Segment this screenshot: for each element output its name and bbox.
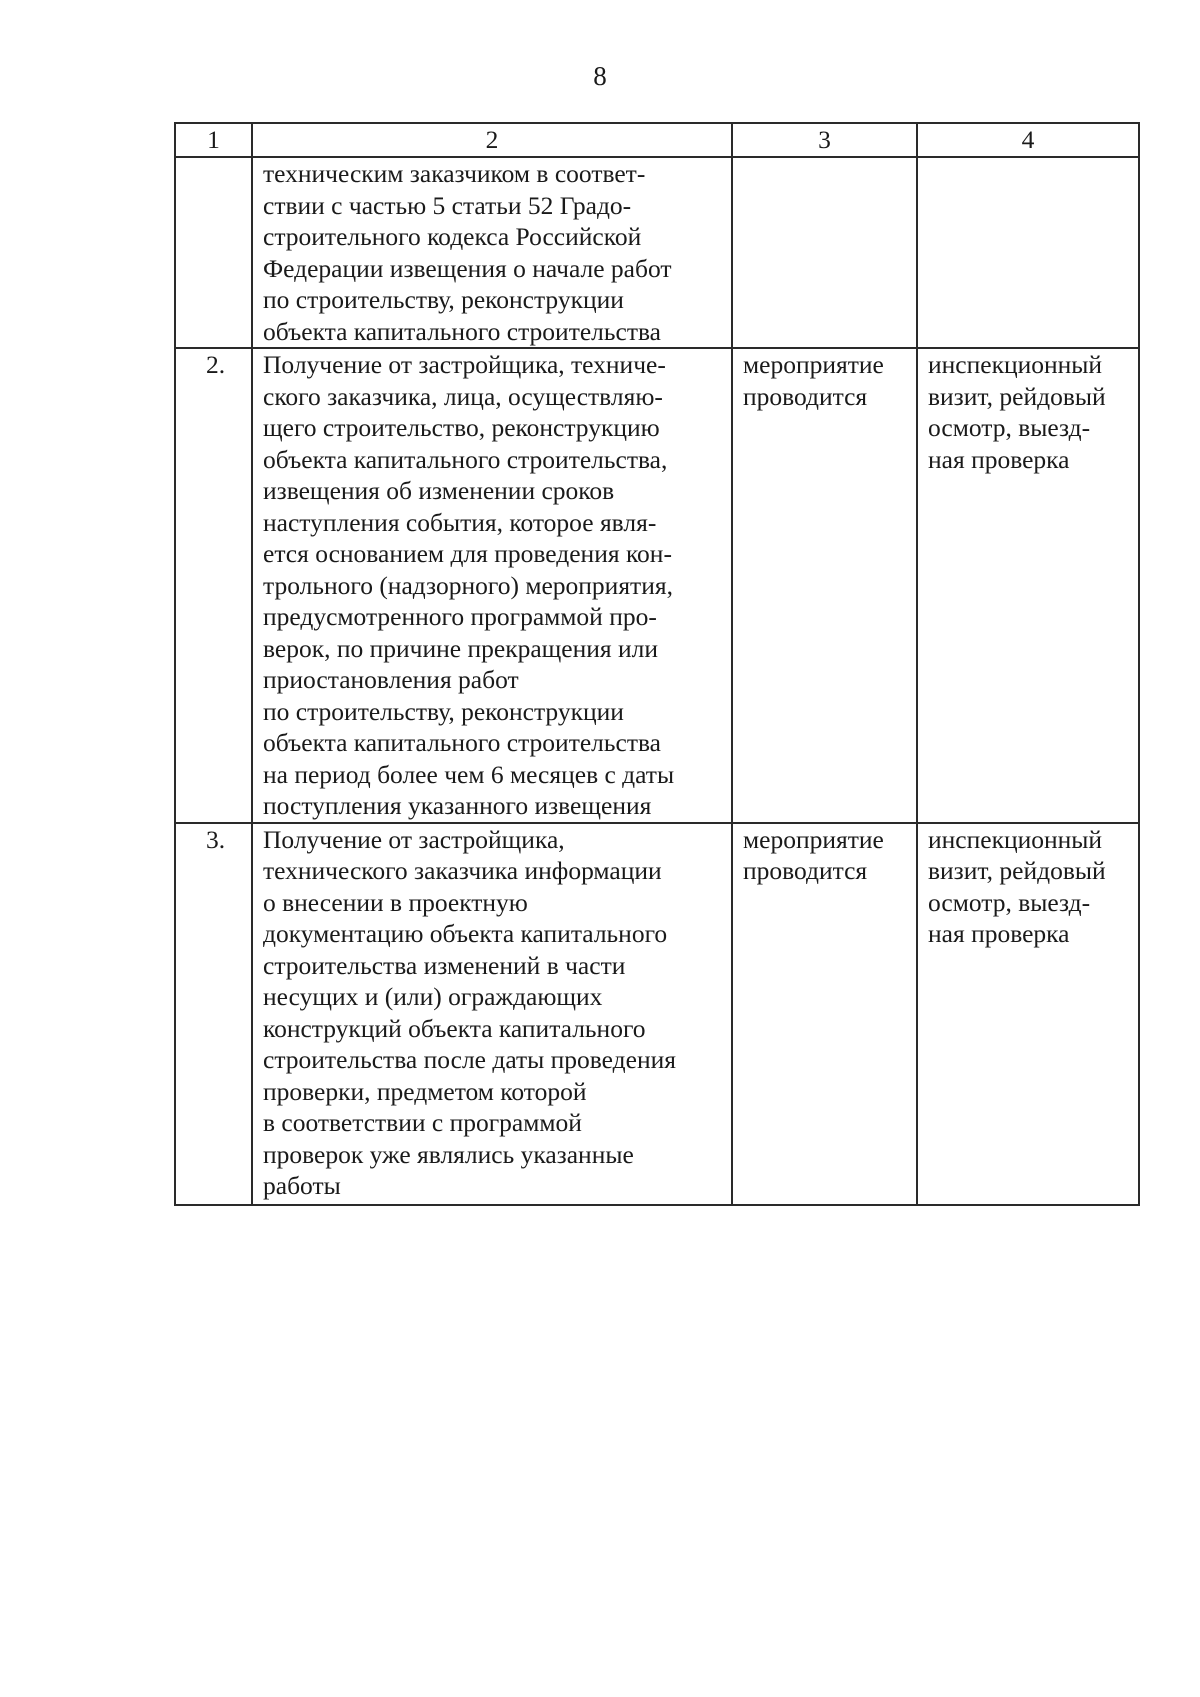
row-measure: мероприятие проводится <box>732 823 917 1205</box>
table-row <box>175 823 1139 1205</box>
column-header: 3 <box>732 123 917 157</box>
row-control-type: инспекционный визит, рейдовый осмотр, выезд- ная проверка <box>917 823 1139 1205</box>
column-header: 2 <box>252 123 732 157</box>
row-control-type: инспекционный визит, рейдовый осмотр, выезд- ная проверка <box>917 348 1139 823</box>
row-number <box>175 157 252 348</box>
table-header-row <box>175 123 1139 157</box>
column-header: 1 <box>175 123 252 157</box>
row-number: 3. <box>175 823 252 1205</box>
row-description: Получение от застройщика, техниче- ского заказчика, лица, осуществляю- щего строительство, реконструкцию объекта капитального строительства, извещения об изменении сроков наступления события, которое явля- ется основанием для проведения кон- трольного (надзорного) мероприятия, предусмотренного программой про- верок, по причине прекращения или приостановления работ по строительству, реконструкции объекта капитального строительства на период более чем 6 месяцев с даты поступления указанного извещения <box>252 348 732 823</box>
row-control-type <box>917 157 1139 348</box>
row-description: техническим заказчиком в соответ- ствии с частью 5 статьи 52 Градо- строительного кодекса Российской Федерации извещения о начале работ по строительству, реконструкции объекта капитального строительства <box>252 157 732 348</box>
row-number: 2. <box>175 348 252 823</box>
row-description: Получение от застройщика, технического заказчика информации о внесении в проектную документацию объекта капитального строительства изменений в части несущих и (или) ограждающих конструкций объекта капитального строительства после даты проведения проверки, предметом которой в соответствии с программой проверок уже являлись указанные работы <box>252 823 732 1205</box>
table-row <box>175 157 1139 348</box>
row-measure: мероприятие проводится <box>732 348 917 823</box>
document-table <box>174 122 1140 1206</box>
row-measure <box>732 157 917 348</box>
table-row <box>175 348 1139 823</box>
column-header: 4 <box>917 123 1139 157</box>
page-number: 8 <box>593 61 607 91</box>
